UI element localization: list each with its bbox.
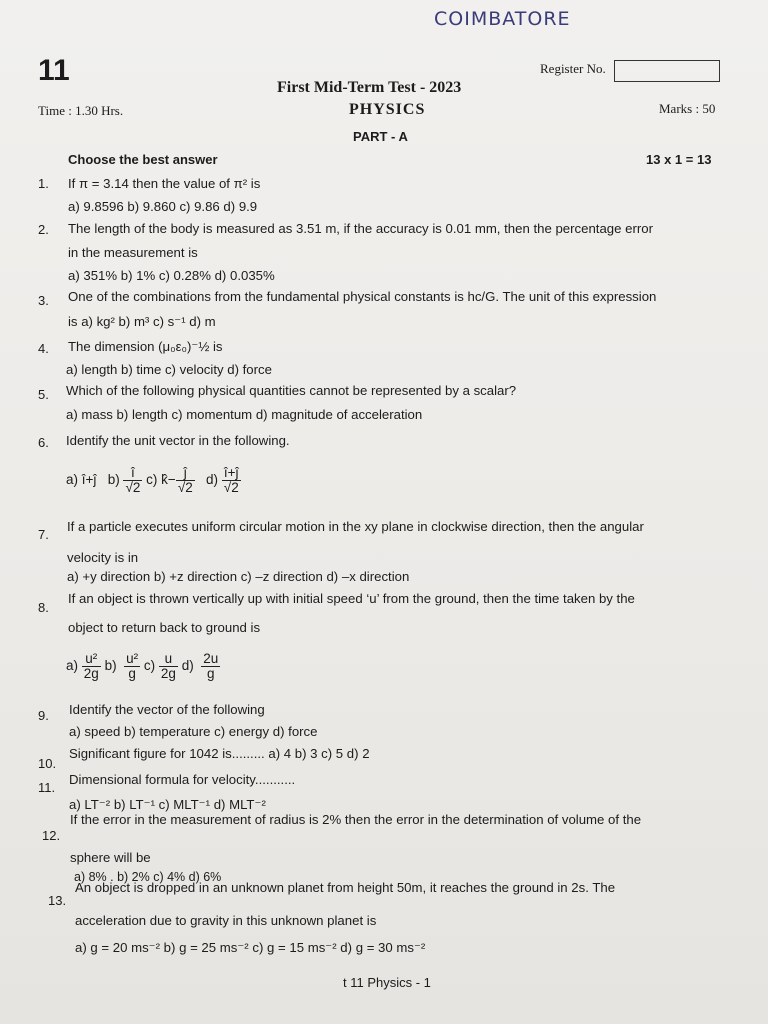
option-b-fraction: $\frac{\text{u²}}{g}$ xyxy=(126,651,139,681)
option-label: b) xyxy=(104,658,117,674)
question-text: is a) kg² b) m³ c) s⁻¹ d) m xyxy=(68,314,216,329)
question-options: a) 9.8596 b) 9.860 c) 9.86 d) 9.9 xyxy=(68,199,258,214)
question-text: object to return back to ground is xyxy=(68,620,261,635)
option-c-fraction: $\frac{u}{2g}$ xyxy=(160,651,176,681)
class-number: 11 xyxy=(38,54,70,87)
time-options xyxy=(66,652,220,681)
option-b-fraction: $\frac{î}{√2}$ xyxy=(125,465,141,495)
question-options: a) length b) time c) velocity d) force xyxy=(66,362,272,377)
option-label: c) xyxy=(143,658,156,674)
option-a-expression: î+ĵ xyxy=(81,472,97,488)
option-c-prefix: k̂− xyxy=(161,472,176,488)
marks-label: Marks : 50 xyxy=(659,101,716,116)
question-number: 6. xyxy=(38,435,49,450)
score-allocation: 13 x 1 = 13 xyxy=(646,152,712,167)
time-label: Time : 1.30 Hrs. xyxy=(38,103,124,118)
question-options: a) +y direction b) +z direction c) –z direction d) –x direction xyxy=(67,569,410,584)
option-label: a) xyxy=(66,472,79,488)
question-text: in the measurement is xyxy=(68,245,198,260)
question-text: Identify the vector of the following xyxy=(69,702,265,717)
option-d-fraction: $\frac{î+ĵ}{√2}$ xyxy=(223,465,239,495)
option-c-fraction: $\frac{ĵ}{√2}$ xyxy=(177,465,193,495)
question-options: a) speed b) temperature c) energy d) force xyxy=(69,724,318,739)
question-text: Dimensional formula for velocity........... xyxy=(69,772,296,787)
question-number: 10. xyxy=(38,756,57,771)
question-number: 9. xyxy=(38,708,49,723)
instruction: Choose the best answer xyxy=(68,152,218,167)
test-title: First Mid-Term Test - 2023 xyxy=(277,79,462,96)
question-options: a) 8% . b) 2% c) 4% d) 6% xyxy=(74,870,222,884)
question-text: If the error in the measurement of radius is 2% then the error in the determination of volume of the xyxy=(70,812,642,827)
option-label: b) xyxy=(107,472,120,488)
question-text: The length of the body is measured as 3.51 m, if the accuracy is 0.01 mm, then the percentage error xyxy=(68,221,653,236)
handwritten-header: COIMBATORE xyxy=(434,8,571,30)
question-text: An object is dropped in an unknown planet from height 50m, it reaches the ground in 2s. The xyxy=(75,880,616,895)
question-number: 11. xyxy=(38,780,56,795)
question-text: The dimension (μ₀ε₀)⁻½ is xyxy=(68,339,223,354)
question-text: If π = 3.14 then the value of π² is xyxy=(68,176,261,191)
question-text: sphere will be xyxy=(70,850,151,865)
register-number-box[interactable] xyxy=(614,60,720,82)
subject-heading: PHYSICS xyxy=(349,101,426,118)
question-number: 1. xyxy=(38,176,49,191)
part-heading: PART - A xyxy=(353,129,408,144)
register-label: Register No. xyxy=(540,61,606,76)
option-a-fraction: $\frac{\text{u²}}{2g}$ xyxy=(83,651,99,681)
question-text: One of the combinations from the fundamental physical constants is hc/G. The unit of this expression xyxy=(68,289,657,304)
question-options: a) mass b) length c) momentum d) magnitude of acceleration xyxy=(66,407,423,422)
question-options: a) LT⁻² b) LT⁻¹ c) MLT⁻¹ d) MLT⁻² xyxy=(69,797,266,812)
question-text: Significant figure for 1042 is......... a) 4 b) 3 c) 5 d) 2 xyxy=(69,746,370,761)
question-number: 2. xyxy=(38,222,49,237)
option-label: c) xyxy=(146,472,158,488)
question-text: acceleration due to gravity in this unknown planet is xyxy=(75,913,377,928)
question-options: a) 351% b) 1% c) 0.28% d) 0.035% xyxy=(68,268,275,283)
question-number: 5. xyxy=(38,387,49,402)
page-footer: t 11 Physics - 1 xyxy=(343,975,431,990)
question-number: 13. xyxy=(48,893,67,908)
question-text: Identify the unit vector in the following. xyxy=(66,433,290,448)
question-number: 8. xyxy=(38,600,49,615)
question-text: If an object is thrown vertically up with initial speed ‘u’ from the ground, then the time taken by the xyxy=(68,591,635,606)
option-label: d) xyxy=(181,658,194,674)
question-number: 7. xyxy=(38,527,49,542)
question-text: If a particle executes uniform circular motion in the xy plane in clockwise direction, then the angular xyxy=(67,519,644,534)
question-number: 12. xyxy=(42,828,61,843)
question-number: 4. xyxy=(38,341,49,356)
option-label: d) xyxy=(206,472,219,488)
question-number: 3. xyxy=(38,293,49,308)
question-text: Which of the following physical quantities cannot be represented by a scalar? xyxy=(66,383,517,398)
question-options: a) g = 20 ms⁻² b) g = 25 ms⁻² c) g = 15 ms⁻² d) g = 30 ms⁻² xyxy=(75,940,426,955)
option-label: a) xyxy=(66,658,79,674)
vector-options xyxy=(66,466,241,495)
option-d-fraction: $\frac{2u}{g}$ xyxy=(203,651,219,681)
question-text: velocity is in xyxy=(67,550,139,565)
